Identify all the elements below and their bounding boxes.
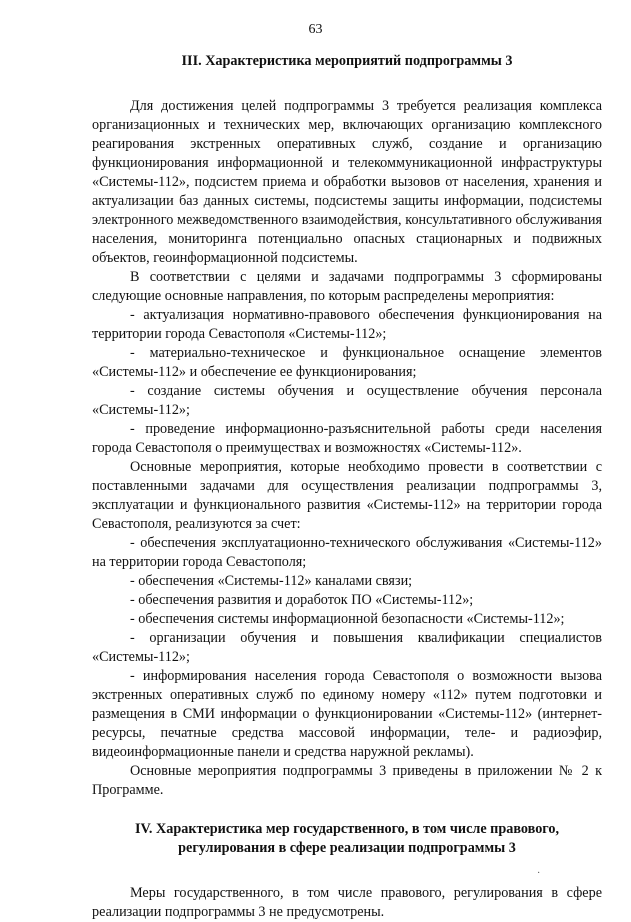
list-item: - актуализация нормативно-правового обеспечения функционирования на территории города Севастополя «Системы-112»; xyxy=(92,307,602,342)
scan-dot-mark: · xyxy=(537,868,541,879)
section-4-paragraph: Меры государственного, в том числе правового, регулирования в сфере реализации подпрограммы 3 не предусмотрены. xyxy=(92,885,602,920)
section-3-text xyxy=(92,97,602,800)
page-number: 63 xyxy=(308,22,323,37)
paragraph: Для достижения целей подпрограммы 3 требуется реализация комплекса организационных и технических мер, включающих организацию комплексного реагирования экстренных оперативных служб, создание и организацию функционирования информационной и телекоммуникационной инфраструктуры «Системы-112», подсистем приема и обработки вызовов от населения, хранения и актуализации баз данных системы, подсистемы защиты информации, подсистемы электронного межведомственного взаимодействия, консультативного обслуживания населения, мониторинга потенциально опасных стационарных и подвижных объектов, геоинформационной подсистемы. xyxy=(92,98,602,266)
list-item: - информирования населения города Севастополя о возможности вызова экстренных оперативных служб по единому номеру «112» путем подготовки и размещения в СМИ информации о функционировании «Системы-112» (интернет-ресурсы, печатные средства массовой информации, теле- и радиоэфир, видеоинформационные панели и средства наружной рекламы). xyxy=(92,668,602,760)
section-4-heading-line-2: регулирования в сфере реализации подпрограммы 3 xyxy=(178,840,516,856)
paragraph: Основные мероприятия, которые необходимо провести в соответствии с поставленными задачами для осуществления реализации подпрограммы 3, эксплуатации и функционального развития «Системы-112» на территории города Севастополя, реализуются за счет: xyxy=(92,459,602,532)
paragraph: В соответствии с целями и задачами подпрограммы 3 сформированы следующие основные направления, по которым распределены мероприятия: xyxy=(92,269,602,304)
section-4-heading-line-1: IV. Характеристика мер государственного, в том числе правового, xyxy=(134,821,560,837)
list-item: - создание системы обучения и осуществление обучения персонала «Системы-112»; xyxy=(92,383,602,418)
list-item: - проведение информационно-разъяснительной работы среди населения города Севастополя о преимуществах и возможностях «Системы-112». xyxy=(92,421,602,456)
list-item: - материально-техническое и функциональное оснащение элементов «Системы-112» и обеспечение ее функционирования; xyxy=(92,345,602,380)
list-item: - обеспечения эксплуатационно-технического обслуживания «Системы-112» на территории города Севастополя; xyxy=(92,535,602,570)
document-body xyxy=(92,52,602,922)
list-item: - обеспечения развития и доработок ПО «Системы-112»; xyxy=(130,592,474,608)
list-item: - организации обучения и повышения квалификации специалистов «Системы-112»; xyxy=(92,630,602,665)
section-3-heading: III. Характеристика мероприятий подпрограммы 3 xyxy=(181,53,513,69)
paragraph: Основные мероприятия подпрограммы 3 приведены в приложении № 2 к Программе. xyxy=(92,763,602,798)
list-item: - обеспечения «Системы-112» каналами связи; xyxy=(130,573,413,589)
list-item: - обеспечения системы информационной безопасности «Системы-112»; xyxy=(130,611,565,627)
